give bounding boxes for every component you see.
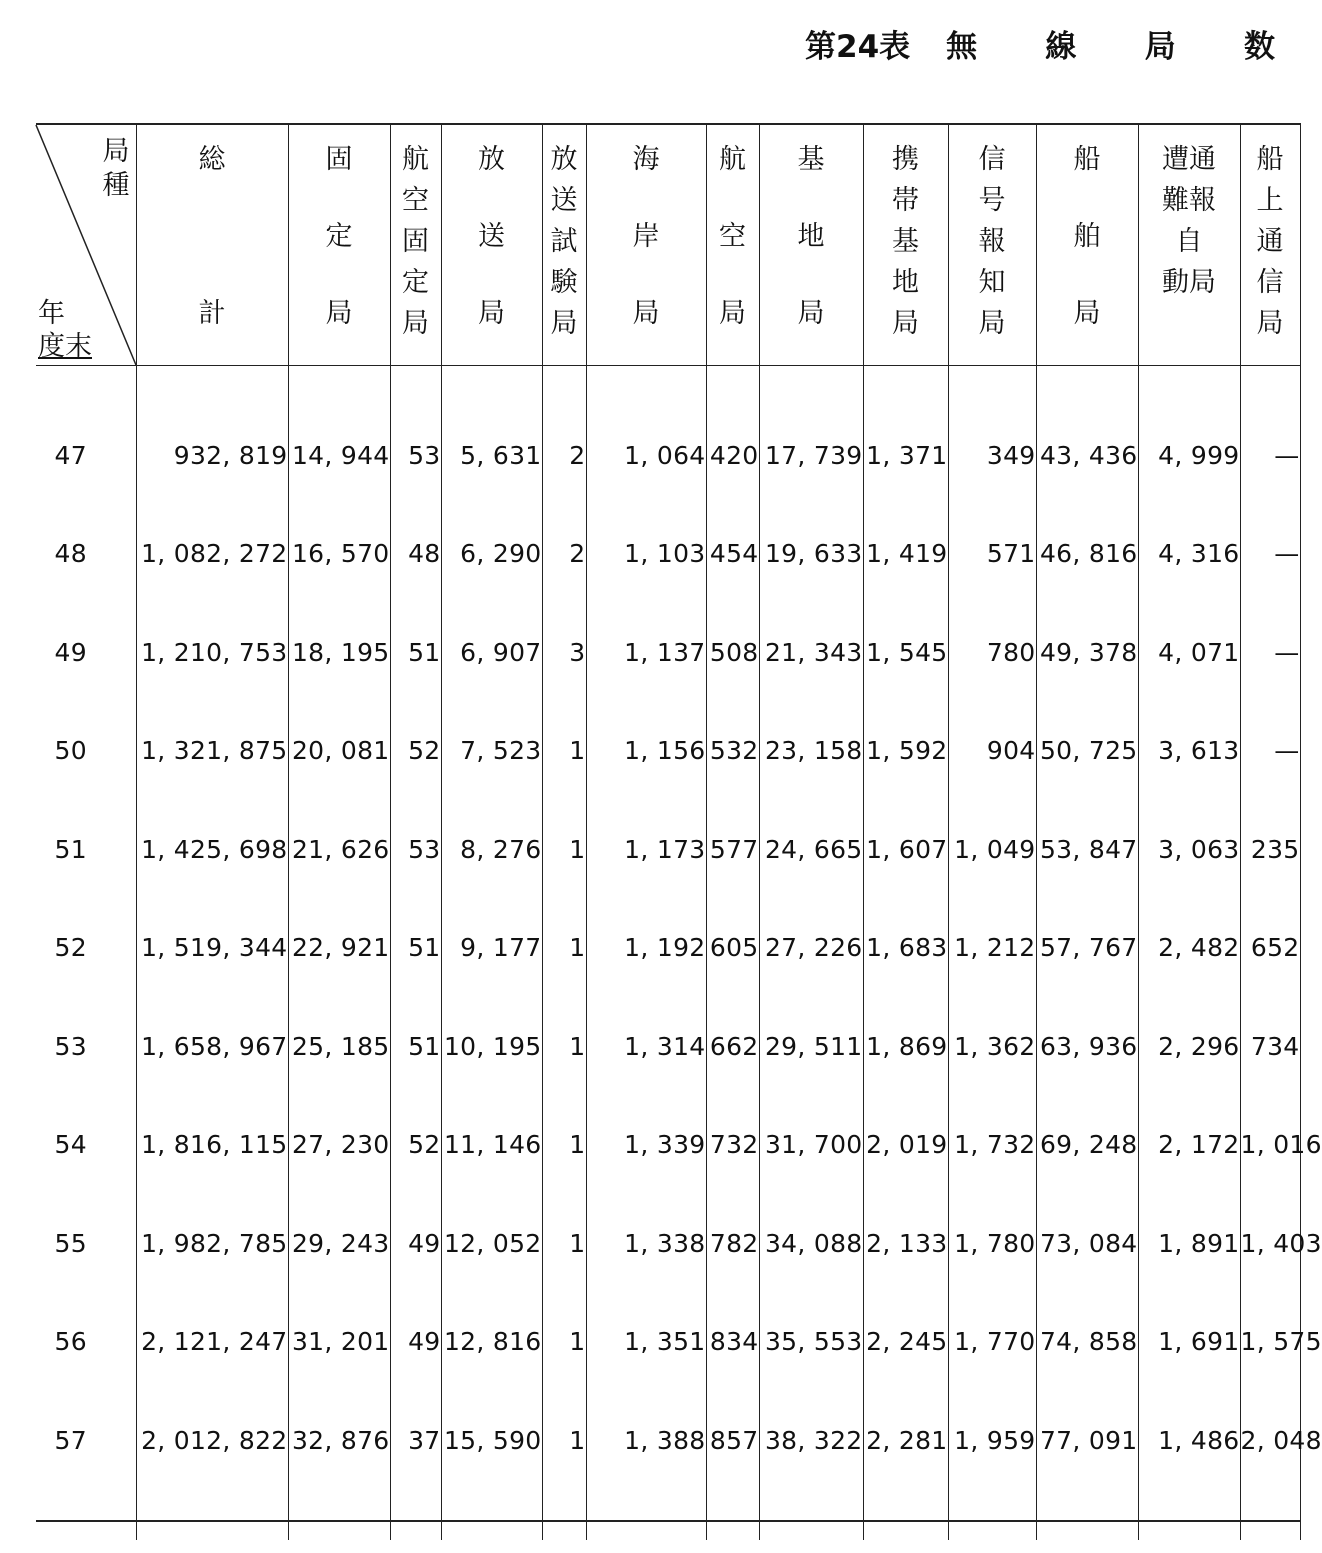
value-cell-portable_base: 1, 607 bbox=[863, 800, 948, 899]
value-cell-total: 1, 658, 967 bbox=[136, 997, 288, 1096]
value-cell-base: 19, 633 bbox=[759, 505, 863, 604]
value-cell-broadcast_test: 1 bbox=[542, 1293, 586, 1392]
column-header-ship bbox=[1036, 124, 1138, 366]
value-cell-distress: 1, 891 bbox=[1138, 1194, 1240, 1293]
value-cell-base: 17, 739 bbox=[759, 366, 863, 505]
value-cell-onboard: 2, 048 bbox=[1240, 1391, 1300, 1490]
empty-cell bbox=[1240, 1490, 1300, 1540]
empty-cell bbox=[288, 1490, 390, 1540]
table-row bbox=[36, 997, 1300, 1096]
value-cell-fixed: 14, 944 bbox=[288, 366, 390, 505]
value-cell-total: 1, 321, 875 bbox=[136, 702, 288, 801]
value-cell-distress: 1, 486 bbox=[1138, 1391, 1240, 1490]
value-cell-coast: 1, 339 bbox=[586, 1096, 706, 1195]
value-cell-base: 34, 088 bbox=[759, 1194, 863, 1293]
column-header-text: 試 bbox=[550, 226, 578, 257]
year-cell: 51 bbox=[54, 834, 87, 864]
column-header-text: 上 bbox=[1256, 185, 1284, 216]
value-cell-base: 35, 553 bbox=[759, 1293, 863, 1392]
value-cell-broadcast: 12, 816 bbox=[441, 1293, 542, 1392]
value-cell-aero_fixed: 51 bbox=[390, 997, 441, 1096]
column-header-broadcast bbox=[441, 124, 542, 366]
value-cell-portable_base: 2, 019 bbox=[863, 1096, 948, 1195]
column-header-text: 基 bbox=[892, 226, 919, 257]
value-cell-aero: 420 bbox=[706, 366, 759, 505]
value-cell-aero: 857 bbox=[706, 1391, 759, 1490]
year-cell: 50 bbox=[54, 736, 87, 766]
column-header-text: 計 bbox=[198, 298, 226, 329]
value-cell-total: 1, 425, 698 bbox=[136, 800, 288, 899]
column-header-text: 験 bbox=[550, 267, 578, 298]
value-cell-broadcast_test: 2 bbox=[542, 366, 586, 505]
table-row bbox=[36, 800, 1300, 899]
column-header-text: 固 bbox=[325, 144, 353, 175]
column-header-text: 携 bbox=[892, 144, 919, 175]
value-cell-broadcast: 9, 177 bbox=[441, 899, 542, 998]
column-header-text: 放 bbox=[478, 144, 505, 175]
column-header-text: 総 bbox=[198, 144, 226, 175]
value-cell-distress: 1, 691 bbox=[1138, 1293, 1240, 1392]
value-cell-broadcast: 8, 276 bbox=[441, 800, 542, 899]
value-cell-onboard: 652 bbox=[1240, 899, 1300, 998]
value-cell-aero: 532 bbox=[706, 702, 759, 801]
value-cell-base: 29, 511 bbox=[759, 997, 863, 1096]
value-cell-broadcast: 15, 590 bbox=[441, 1391, 542, 1490]
table-bottom-rule bbox=[36, 1520, 1300, 1522]
column-header-text: 局 bbox=[402, 308, 429, 339]
column-header-text: 固 bbox=[402, 226, 429, 257]
table-row bbox=[36, 1293, 1300, 1392]
value-cell-portable_base: 1, 592 bbox=[863, 702, 948, 801]
table-body bbox=[36, 366, 1322, 1540]
empty-cell bbox=[136, 1490, 288, 1540]
value-cell-ship: 74, 858 bbox=[1036, 1293, 1138, 1392]
table-title bbox=[805, 18, 1275, 68]
value-cell-broadcast_test: 1 bbox=[542, 997, 586, 1096]
value-cell-ship: 43, 436 bbox=[1036, 366, 1138, 505]
value-cell-signal: 1, 780 bbox=[948, 1194, 1036, 1293]
value-cell-broadcast_test: 1 bbox=[542, 899, 586, 998]
column-header-text: 信 bbox=[978, 144, 1006, 175]
corner-header bbox=[36, 124, 136, 366]
value-cell-aero: 782 bbox=[706, 1194, 759, 1293]
column-header-text: 難報 bbox=[1162, 185, 1216, 216]
table-row bbox=[36, 603, 1300, 702]
value-cell-base: 31, 700 bbox=[759, 1096, 863, 1195]
value-cell-distress: 4, 071 bbox=[1138, 603, 1240, 702]
value-cell-ship: 69, 248 bbox=[1036, 1096, 1138, 1195]
value-cell-aero: 508 bbox=[706, 603, 759, 702]
value-cell-distress: 2, 296 bbox=[1138, 997, 1240, 1096]
column-header-signal bbox=[948, 124, 1036, 366]
value-cell-portable_base: 1, 869 bbox=[863, 997, 948, 1096]
value-cell-total: 932, 819 bbox=[136, 366, 288, 505]
column-header-text: 岸 bbox=[632, 221, 660, 252]
column-header-onboard bbox=[1240, 124, 1300, 366]
year-cell: 53 bbox=[54, 1031, 87, 1061]
column-header-text: 海 bbox=[632, 144, 660, 175]
value-cell-coast: 1, 388 bbox=[586, 1391, 706, 1490]
column-header-text: 定 bbox=[325, 221, 353, 252]
column-header-text: 通 bbox=[1256, 226, 1284, 257]
value-cell-total: 2, 012, 822 bbox=[136, 1391, 288, 1490]
year-cell: 52 bbox=[54, 933, 87, 963]
column-header-text: 航 bbox=[402, 144, 429, 175]
column-header-distress bbox=[1138, 124, 1240, 366]
year-cell: 57 bbox=[54, 1425, 87, 1455]
value-cell-coast: 1, 156 bbox=[586, 702, 706, 801]
value-cell-onboard: 235 bbox=[1240, 800, 1300, 899]
value-cell-broadcast_test: 1 bbox=[542, 1391, 586, 1490]
value-cell-onboard: — bbox=[1240, 603, 1300, 702]
header-row bbox=[36, 124, 1300, 366]
value-cell-ship: 73, 084 bbox=[1036, 1194, 1138, 1293]
year-cell: 56 bbox=[54, 1327, 87, 1357]
value-cell-coast: 1, 103 bbox=[586, 505, 706, 604]
table-padding-row bbox=[36, 1490, 1300, 1540]
year-cell: 49 bbox=[54, 637, 87, 667]
column-header-text: 局 bbox=[797, 298, 825, 329]
value-cell-broadcast: 6, 290 bbox=[441, 505, 542, 604]
value-cell-total: 1, 982, 785 bbox=[136, 1194, 288, 1293]
table-row bbox=[36, 702, 1300, 801]
column-header-text: 基 bbox=[797, 144, 825, 175]
value-cell-portable_base: 2, 133 bbox=[863, 1194, 948, 1293]
column-header-text: 局 bbox=[325, 298, 353, 329]
value-cell-distress: 3, 063 bbox=[1138, 800, 1240, 899]
value-cell-signal: 571 bbox=[948, 505, 1036, 604]
value-cell-signal: 1, 362 bbox=[948, 997, 1036, 1096]
value-cell-signal: 1, 212 bbox=[948, 899, 1036, 998]
year-cell: 54 bbox=[54, 1130, 87, 1160]
value-cell-broadcast_test: 1 bbox=[542, 702, 586, 801]
value-cell-signal: 1, 049 bbox=[948, 800, 1036, 899]
value-cell-aero: 454 bbox=[706, 505, 759, 604]
value-cell-ship: 77, 091 bbox=[1036, 1391, 1138, 1490]
column-header-fixed bbox=[288, 124, 390, 366]
value-cell-aero_fixed: 51 bbox=[390, 603, 441, 702]
value-cell-signal: 1, 959 bbox=[948, 1391, 1036, 1490]
value-cell-total: 1, 816, 115 bbox=[136, 1096, 288, 1195]
value-cell-portable_base: 1, 371 bbox=[863, 366, 948, 505]
value-cell-signal: 349 bbox=[948, 366, 1036, 505]
column-header-text: 空 bbox=[719, 221, 746, 252]
column-header-broadcast_test bbox=[542, 124, 586, 366]
value-cell-aero: 732 bbox=[706, 1096, 759, 1195]
value-cell-coast: 1, 192 bbox=[586, 899, 706, 998]
value-cell-signal: 1, 732 bbox=[948, 1096, 1036, 1195]
value-cell-aero: 834 bbox=[706, 1293, 759, 1392]
value-cell-coast: 1, 314 bbox=[586, 997, 706, 1096]
value-cell-broadcast_test: 1 bbox=[542, 800, 586, 899]
empty-cell bbox=[863, 1490, 948, 1540]
column-header-text: 船 bbox=[1256, 144, 1284, 175]
value-cell-coast: 1, 351 bbox=[586, 1293, 706, 1392]
column-header-text: 報 bbox=[978, 226, 1006, 257]
value-cell-broadcast: 11, 146 bbox=[441, 1096, 542, 1195]
column-header-text: 局 bbox=[892, 308, 919, 339]
column-header-text: 定 bbox=[402, 267, 429, 298]
column-header-text: 局 bbox=[719, 298, 746, 329]
empty-cell bbox=[948, 1490, 1036, 1540]
table-row bbox=[36, 899, 1300, 998]
year-cell: 55 bbox=[54, 1228, 87, 1258]
value-cell-signal: 1, 770 bbox=[948, 1293, 1036, 1392]
column-header-base bbox=[759, 124, 863, 366]
value-cell-ship: 53, 847 bbox=[1036, 800, 1138, 899]
value-cell-onboard: 1, 016 bbox=[1240, 1096, 1300, 1195]
value-cell-onboard: — bbox=[1240, 505, 1300, 604]
column-header-text: 知 bbox=[978, 267, 1006, 298]
column-header-text: 舶 bbox=[1073, 221, 1101, 252]
column-header-text: 航 bbox=[719, 144, 746, 175]
value-cell-fixed: 25, 185 bbox=[288, 997, 390, 1096]
value-cell-distress: 4, 999 bbox=[1138, 366, 1240, 505]
column-header-text: 自 bbox=[1175, 226, 1203, 257]
table-row bbox=[36, 366, 1300, 505]
value-cell-coast: 1, 064 bbox=[586, 366, 706, 505]
title-char: 局 bbox=[1144, 28, 1176, 65]
value-cell-signal: 780 bbox=[948, 603, 1036, 702]
table-row bbox=[36, 505, 1300, 604]
value-cell-portable_base: 2, 281 bbox=[863, 1391, 948, 1490]
value-cell-coast: 1, 137 bbox=[586, 603, 706, 702]
value-cell-ship: 49, 378 bbox=[1036, 603, 1138, 702]
value-cell-ship: 63, 936 bbox=[1036, 997, 1138, 1096]
value-cell-onboard: — bbox=[1240, 702, 1300, 801]
value-cell-total: 1, 082, 272 bbox=[136, 505, 288, 604]
value-cell-aero_fixed: 53 bbox=[390, 366, 441, 505]
empty-cell bbox=[1036, 1490, 1138, 1540]
value-cell-distress: 4, 316 bbox=[1138, 505, 1240, 604]
value-cell-base: 27, 226 bbox=[759, 899, 863, 998]
value-cell-broadcast_test: 2 bbox=[542, 505, 586, 604]
value-cell-aero_fixed: 51 bbox=[390, 899, 441, 998]
value-cell-aero: 605 bbox=[706, 899, 759, 998]
column-header-text: 局 bbox=[978, 308, 1006, 339]
value-cell-fixed: 20, 081 bbox=[288, 702, 390, 801]
empty-cell bbox=[759, 1490, 863, 1540]
empty-cell bbox=[441, 1490, 542, 1540]
value-cell-broadcast: 10, 195 bbox=[441, 997, 542, 1096]
value-cell-onboard: 1, 575 bbox=[1240, 1293, 1300, 1392]
value-cell-base: 38, 322 bbox=[759, 1391, 863, 1490]
value-cell-aero_fixed: 37 bbox=[390, 1391, 441, 1490]
column-header-text: 送 bbox=[478, 221, 505, 252]
value-cell-onboard: — bbox=[1240, 366, 1300, 505]
title-char: 無 bbox=[946, 28, 978, 65]
value-cell-broadcast: 12, 052 bbox=[441, 1194, 542, 1293]
value-cell-onboard: 1, 403 bbox=[1240, 1194, 1300, 1293]
value-cell-portable_base: 2, 245 bbox=[863, 1293, 948, 1392]
column-header-text: 局 bbox=[1256, 308, 1284, 339]
column-header-text: 局 bbox=[550, 308, 578, 339]
column-header-text: 地 bbox=[892, 267, 919, 298]
value-cell-aero_fixed: 53 bbox=[390, 800, 441, 899]
value-cell-broadcast: 7, 523 bbox=[441, 702, 542, 801]
value-cell-portable_base: 1, 683 bbox=[863, 899, 948, 998]
value-cell-fixed: 27, 230 bbox=[288, 1096, 390, 1195]
column-header-text: 局 bbox=[1073, 298, 1101, 329]
value-cell-aero_fixed: 52 bbox=[390, 1096, 441, 1195]
value-cell-total: 2, 121, 247 bbox=[136, 1293, 288, 1392]
radio-station-table bbox=[36, 123, 1322, 1540]
empty-cell bbox=[706, 1490, 759, 1540]
year-cell: 48 bbox=[54, 539, 87, 569]
value-cell-coast: 1, 338 bbox=[586, 1194, 706, 1293]
value-cell-portable_base: 1, 419 bbox=[863, 505, 948, 604]
value-cell-fixed: 31, 201 bbox=[288, 1293, 390, 1392]
empty-cell bbox=[36, 1490, 136, 1540]
column-header-text: 船 bbox=[1073, 144, 1101, 175]
column-header-text: 局 bbox=[632, 298, 660, 329]
value-cell-total: 1, 210, 753 bbox=[136, 603, 288, 702]
value-cell-distress: 2, 482 bbox=[1138, 899, 1240, 998]
column-header-coast bbox=[586, 124, 706, 366]
value-cell-distress: 3, 613 bbox=[1138, 702, 1240, 801]
table-row bbox=[36, 1391, 1300, 1490]
value-cell-broadcast_test: 3 bbox=[542, 603, 586, 702]
value-cell-onboard: 734 bbox=[1240, 997, 1300, 1096]
value-cell-distress: 2, 172 bbox=[1138, 1096, 1240, 1195]
value-cell-fixed: 22, 921 bbox=[288, 899, 390, 998]
empty-cell bbox=[390, 1490, 441, 1540]
column-header-text: 号 bbox=[978, 185, 1006, 216]
value-cell-portable_base: 1, 545 bbox=[863, 603, 948, 702]
column-header-total bbox=[136, 124, 288, 366]
value-cell-base: 24, 665 bbox=[759, 800, 863, 899]
value-cell-aero_fixed: 48 bbox=[390, 505, 441, 604]
value-cell-base: 23, 158 bbox=[759, 702, 863, 801]
table-row bbox=[36, 1096, 1300, 1195]
column-header-text: 局 bbox=[478, 298, 505, 329]
column-header-text: 信 bbox=[1256, 267, 1284, 298]
value-cell-broadcast_test: 1 bbox=[542, 1096, 586, 1195]
value-cell-coast: 1, 173 bbox=[586, 800, 706, 899]
value-cell-aero_fixed: 49 bbox=[390, 1194, 441, 1293]
value-cell-signal: 904 bbox=[948, 702, 1036, 801]
value-cell-ship: 50, 725 bbox=[1036, 702, 1138, 801]
column-header-text: 地 bbox=[797, 221, 825, 252]
value-cell-aero: 577 bbox=[706, 800, 759, 899]
column-header-aero bbox=[706, 124, 759, 366]
column-header-text: 帯 bbox=[892, 185, 919, 216]
empty-cell bbox=[1138, 1490, 1240, 1540]
value-cell-total: 1, 519, 344 bbox=[136, 899, 288, 998]
value-cell-fixed: 32, 876 bbox=[288, 1391, 390, 1490]
value-cell-broadcast: 5, 631 bbox=[441, 366, 542, 505]
value-cell-ship: 57, 767 bbox=[1036, 899, 1138, 998]
column-header-text: 放 bbox=[550, 144, 578, 175]
year-cell: 47 bbox=[54, 440, 87, 470]
value-cell-aero_fixed: 52 bbox=[390, 702, 441, 801]
table-title-text bbox=[946, 21, 1275, 66]
column-header-aero_fixed bbox=[390, 124, 441, 366]
value-cell-broadcast: 6, 907 bbox=[441, 603, 542, 702]
empty-cell bbox=[586, 1490, 706, 1540]
table-number: 第24表 bbox=[805, 28, 911, 65]
column-header-text: 空 bbox=[402, 185, 429, 216]
value-cell-base: 21, 343 bbox=[759, 603, 863, 702]
empty-cell bbox=[542, 1490, 586, 1540]
corner-year-label: 年 度末 bbox=[38, 298, 92, 362]
value-cell-fixed: 18, 195 bbox=[288, 603, 390, 702]
value-cell-fixed: 21, 626 bbox=[288, 800, 390, 899]
corner-station-type-label: 局 種 bbox=[102, 136, 130, 201]
column-header-text: 送 bbox=[550, 185, 578, 216]
value-cell-ship: 46, 816 bbox=[1036, 505, 1138, 604]
value-cell-fixed: 29, 243 bbox=[288, 1194, 390, 1293]
value-cell-aero_fixed: 49 bbox=[390, 1293, 441, 1392]
title-char: 線 bbox=[1045, 28, 1077, 65]
value-cell-broadcast_test: 1 bbox=[542, 1194, 586, 1293]
column-header-portable_base bbox=[863, 124, 948, 366]
value-cell-aero: 662 bbox=[706, 997, 759, 1096]
column-header-text: 遭通 bbox=[1162, 144, 1216, 175]
table-row bbox=[36, 1194, 1300, 1293]
title-char: 数 bbox=[1243, 28, 1275, 65]
column-header-text: 動局 bbox=[1162, 267, 1216, 298]
value-cell-fixed: 16, 570 bbox=[288, 505, 390, 604]
